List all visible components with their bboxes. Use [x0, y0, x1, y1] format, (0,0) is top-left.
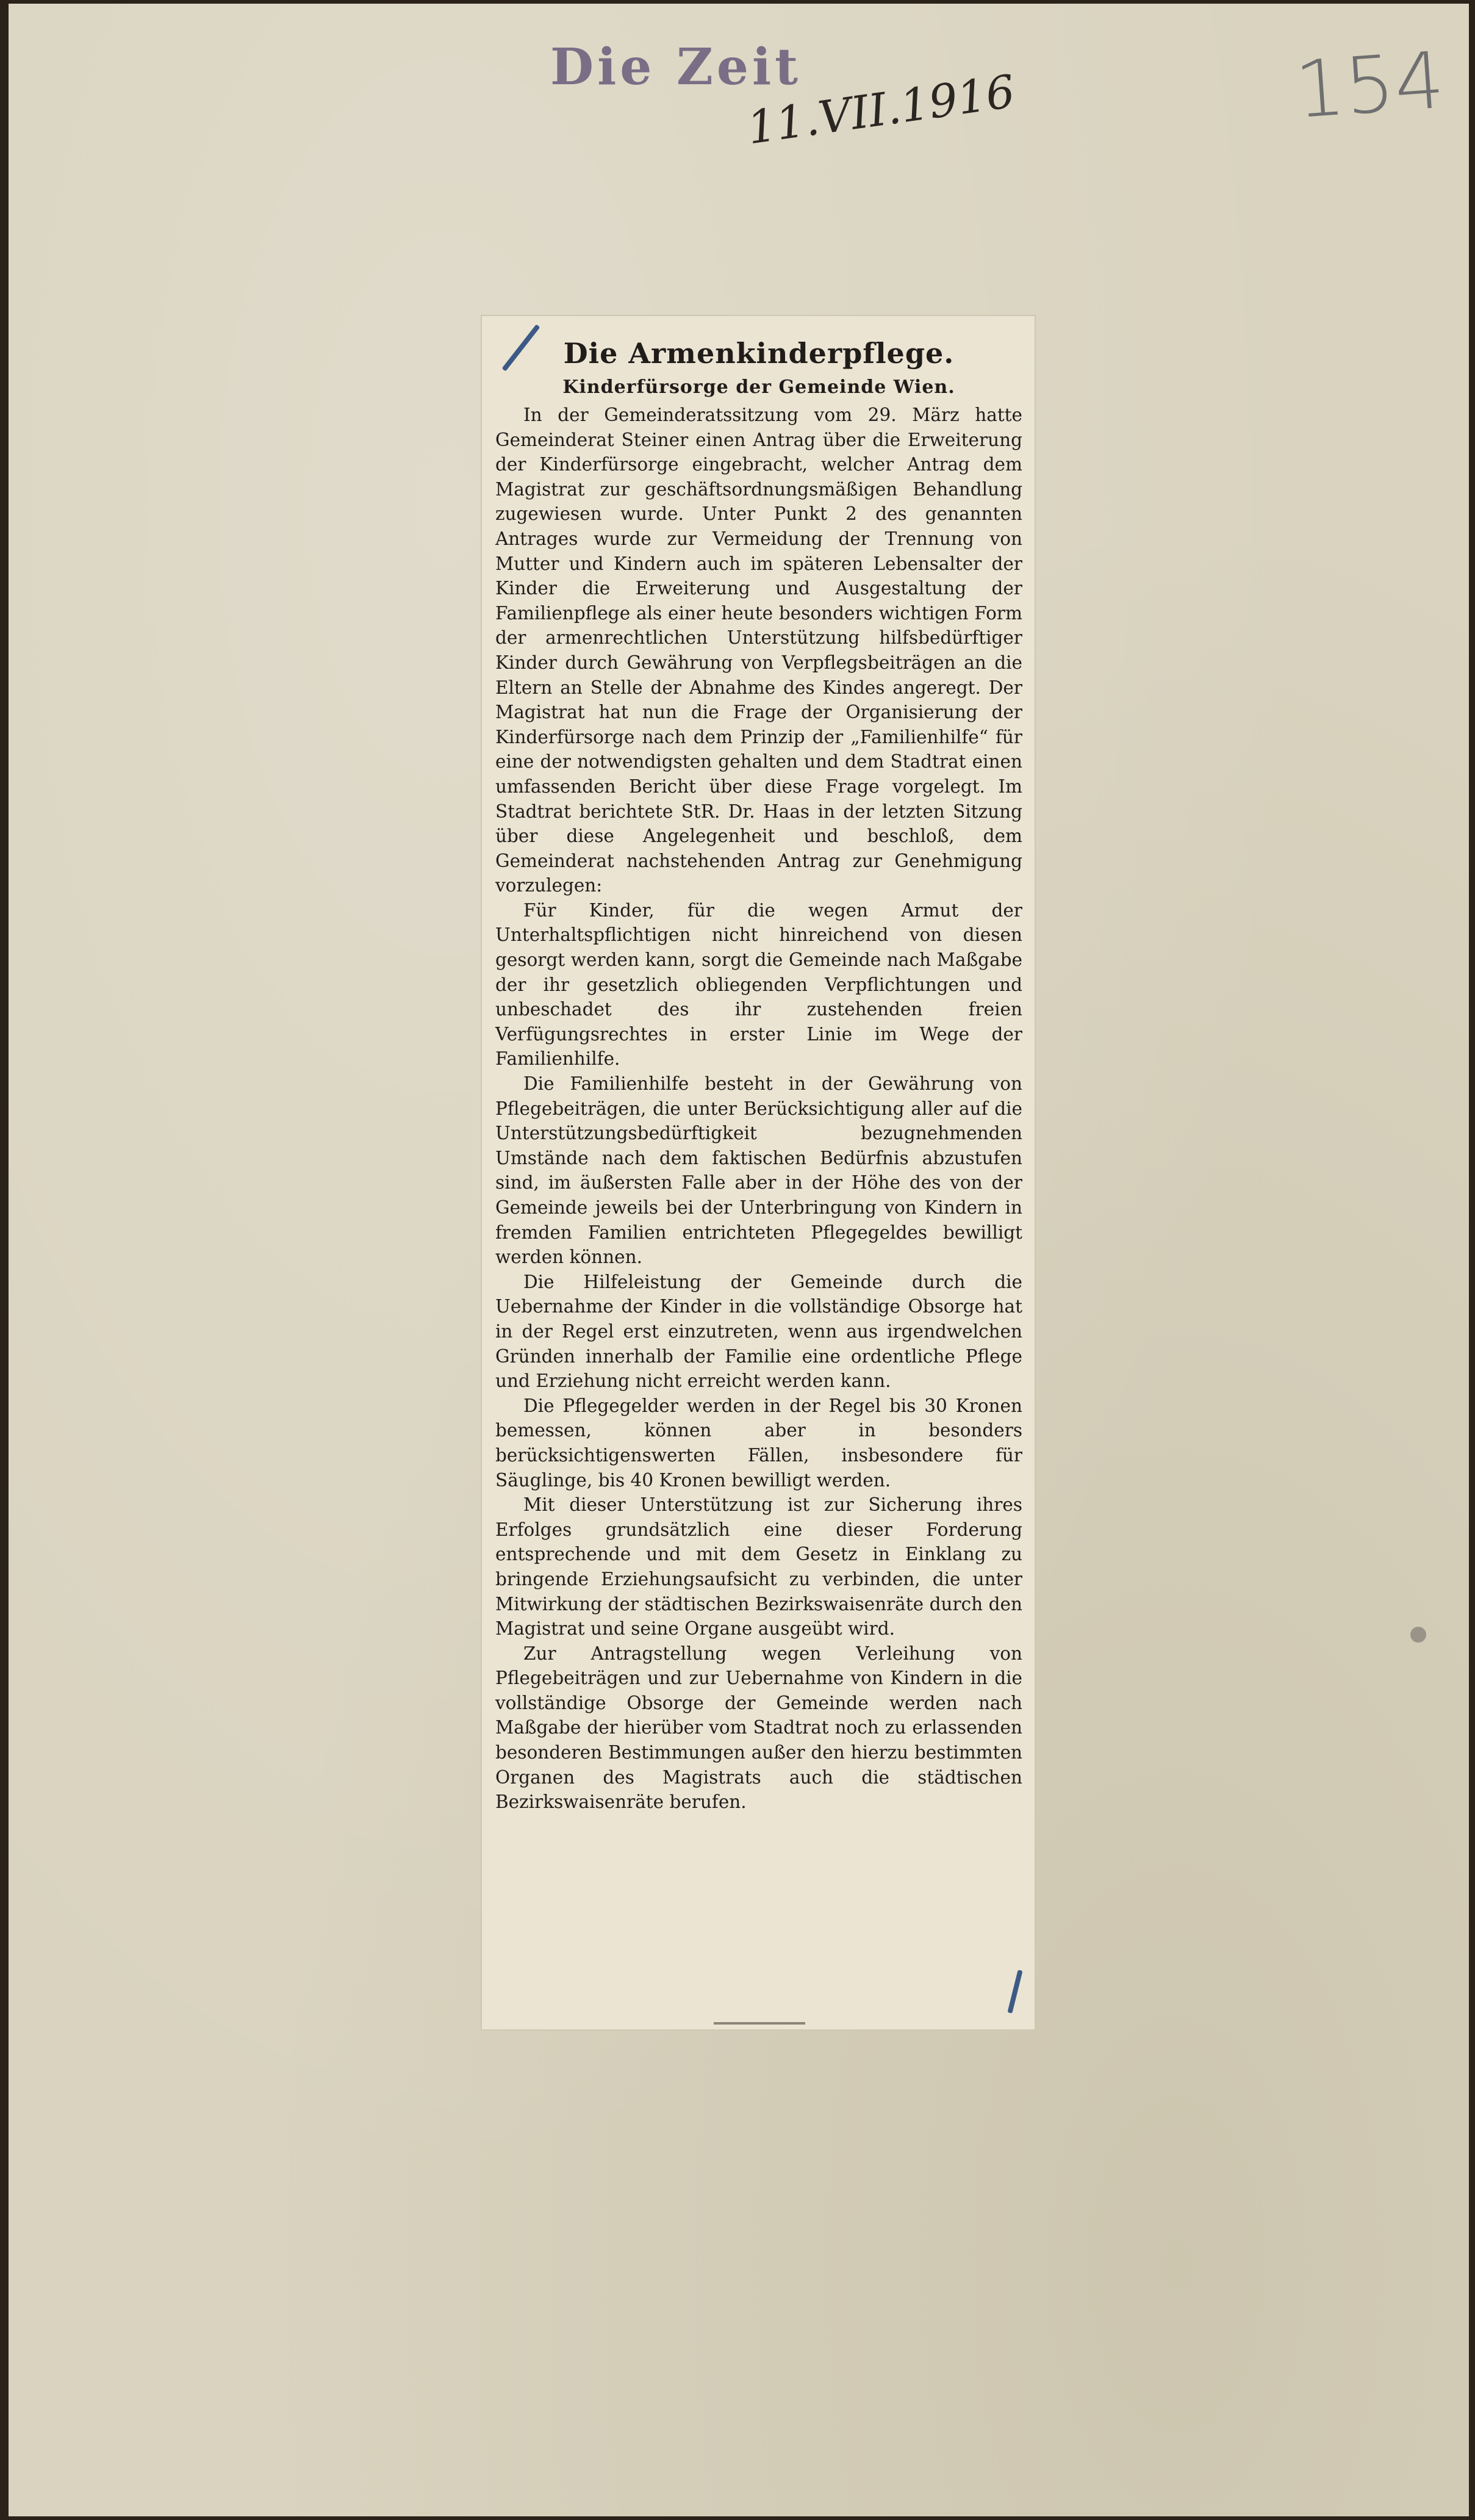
paper-stain	[1410, 1627, 1426, 1643]
end-rule	[714, 2022, 805, 2025]
article-headline: Die Armenkinderpflege.	[563, 337, 955, 370]
blue-pencil-mark-icon	[1007, 1970, 1022, 2014]
archive-sheet	[9, 4, 1469, 2516]
article-paragraph: Für Kinder, für die wegen Armut der Unterhaltspflichtigen nicht hinreichend von diesen gesorgt werden kann, sorgt die Gemeinde nach Maßgabe der ihr gesetzlich obliegenden Verpflichtungen und unbeschadet des ihr zustehenden freien Verfügungsrechtes in erster Linie im Wege der Familienhilfe.	[495, 899, 1022, 1070]
newspaper-stamp: Die Zeit	[550, 38, 802, 96]
article-paragraph: Die Hilfeleistung der Gemeinde durch die Uebernahme der Kinder in die vollständige Obsorge hat in der Regel erst einzutreten, wenn aus irgendwelchen Gründen innerhalb der Familie eine ordentliche Pflege und Erziehung nicht erreicht werden kann.	[495, 1271, 1022, 1392]
handwritten-date: 11.VII.1916	[744, 65, 1018, 155]
article-body	[495, 403, 1022, 1815]
article-paragraph: Zur Antragstellung wegen Verleihung von Pflegebeiträgen und zur Uebernahme von Kindern in die vollständige Obsorge der Gemeinde werden nach Maßgabe der hierüber vom Stadtrat noch zu erlassenden besonderen Bestimmungen außer den hierzu bestimmten Organen des Magistrats auch die städtischen Bezirkswaisenräte berufen.	[495, 1643, 1022, 1813]
newspaper-clipping	[482, 316, 1035, 2029]
article-paragraph: Die Familienhilfe besteht in der Gewährung von Pflegebeiträgen, die unter Berücksichtigung aller auf die Unterstützungsbedürftigkeit bezugnehmenden Umstände nach dem faktischen Bedürfnis abzustufen sind, im äußersten Falle aber in der Höhe des von der Gemeinde jeweils bei der Unterbringung von Kindern in fremden Familien entrichteten Pflegegeldes bewilligt werden können.	[495, 1073, 1022, 1268]
page-number: 154	[1292, 35, 1448, 137]
article-subheadline: Kinderfürsorge der Gemeinde Wien.	[562, 376, 955, 398]
article-paragraph: Die Pflegegelder werden in der Regel bis 30 Kronen bemessen, können aber in besonders berücksichtigenswerten Fällen, insbesondere für Säuglinge, bis 40 Kronen bewilligt werden.	[495, 1395, 1022, 1491]
article-paragraph: In der Gemeinderatssitzung vom 29. März hatte Gemeinderat Steiner einen Antrag über die Erweiterung der Kinderfürsorge eingebracht, welcher Antrag dem Magistrat zur geschäftsordnungsmäßigen Behandlung zugewiesen wurde. Unter Punkt 2 des genannten Antrages wurde zur Vermeidung der Trennung von Mutter und Kindern auch im späteren Lebensalter der Kinder die Erweiterung und Ausgestaltung der Familienpflege als einer heute besonders wichtigen Form der armenrechtlichen Unterstützung hilfsbedürftiger Kinder durch Gewährung von Verpflegsbeiträgen an die Eltern an Stelle der Abnahme des Kindes angeregt. Der Magistrat hat nun die Frage der Organisierung der Kinderfürsorge nach dem Prinzip der „Familienhilfe“ für eine der notwendigsten gehalten und dem Stadtrat einen umfassenden Bericht über diese Frage vorgelegt. Im Stadtrat berichtete StR. Dr. Haas in der letzten Sitzung über diese Angelegenheit und beschloß, dem Gemeinderat nachstehenden Antrag zur Genehmigung vorzulegen:	[495, 405, 1022, 896]
article-paragraph: Mit dieser Unterstützung ist zur Sicherung ihres Erfolges grundsätzlich eine dieser Forderung entsprechende und mit dem Gesetz in Einklang zu bringende Erziehungsaufsicht zu verbinden, die unter Mitwirkung der städtischen Bezirkswaisenräte durch den Magistrat und seine Organe ausgeübt wird.	[495, 1494, 1022, 1640]
